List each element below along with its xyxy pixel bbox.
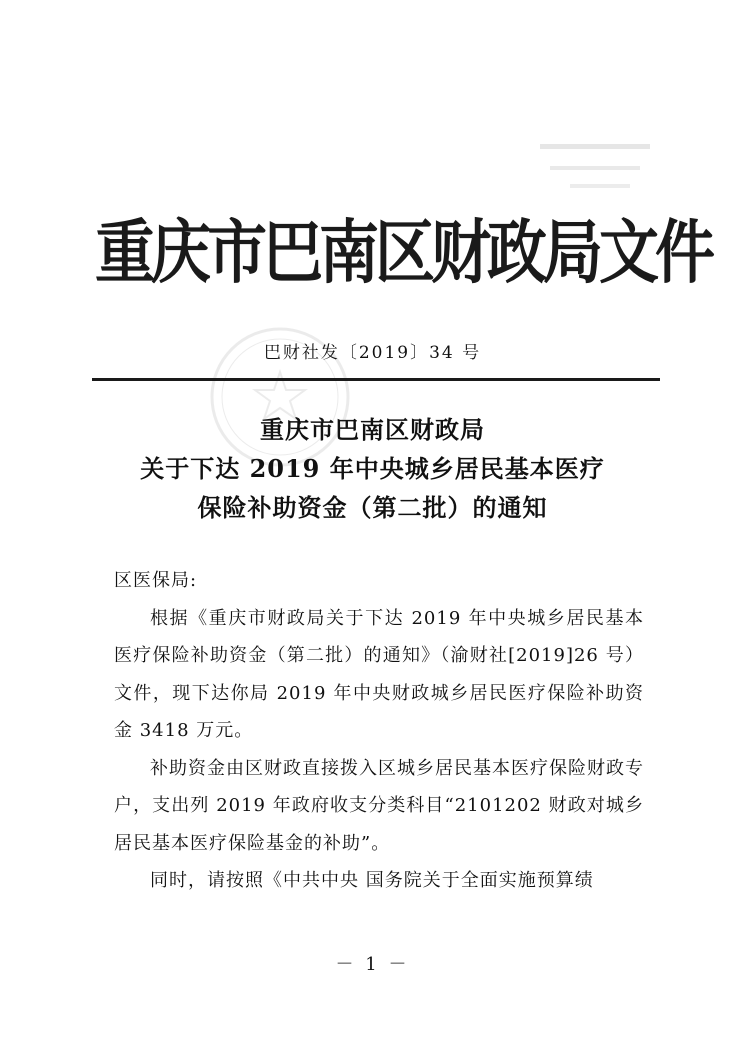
addressee: 区医保局: [114,570,198,591]
page-number: － 1 － [335,954,410,975]
notice-title [0,410,745,527]
issuer-header-title: 重庆市巴南区财政局文件 [95,212,711,294]
notice-title-line: 保险补助资金（第二批）的通知 [197,493,548,522]
header-divider [92,378,660,381]
body-paragraph: 补助资金由区财政直接拨入区城乡居民基本医疗保险财政专户，支出列 2019 年政府收支分类科目“2101202 财政对城乡居民基本医疗保险基金的补助”。 [114,757,644,854]
body-paragraph: 同时，请按照《中共中央 国务院关于全面实施预算绩 [150,870,594,891]
notice-title-line: 重庆市巴南区财政局 [260,415,485,444]
notice-body [114,562,644,900]
notice-title-line: 关于下达 2019 年中央城乡居民基本医疗 [140,454,605,483]
body-paragraph: 根据《重庆市财政局关于下达 2019 年中央城乡居民基本医疗保险补助资金（第二批）的通知》（渝财社[2019]26 号）文件，现下达你局 2019 年中央财政城乡居民医疗保险补助资金 3418 万元。 [114,607,644,741]
scan-noise [540,136,660,196]
document-number: 巴财社发〔2019〕34 号 [263,343,482,363]
